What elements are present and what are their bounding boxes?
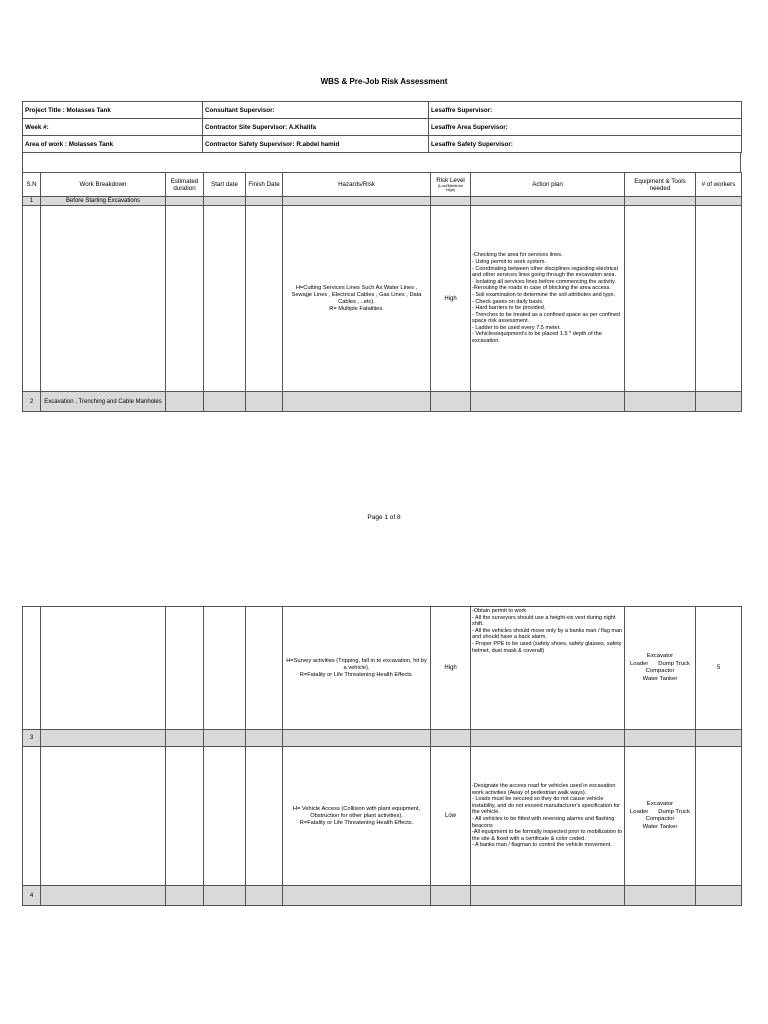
table-header-row bbox=[23, 173, 742, 197]
hazard-cell bbox=[283, 747, 431, 886]
action-plan-cell bbox=[471, 747, 625, 886]
section-2-sn: 2 bbox=[23, 392, 41, 412]
section-row-4 bbox=[23, 886, 742, 906]
table-row bbox=[23, 747, 742, 886]
risk-level-sublabel: (Low/Medium/ High) bbox=[437, 182, 464, 192]
equipment-text: Excavator Loader Dump Truck Compactor Water Tanker bbox=[630, 801, 690, 830]
table-row bbox=[23, 206, 742, 392]
risk-level-label: Risk Level bbox=[436, 176, 465, 184]
hazard-text: H= Vehicle Access (Collision with plant equipment, Obstruction for other plant activities). R=Fatality or Life Threatening Health Effects. bbox=[292, 805, 421, 826]
col-work-breakdown: Work Breakdown bbox=[41, 173, 166, 197]
col-risk-level bbox=[431, 173, 471, 197]
equipment-text: Excavator Loader Dump Truck Compactor Water Tanker bbox=[630, 653, 690, 682]
hazard-cell bbox=[283, 607, 431, 730]
consultant-supervisor: Consultant Supervisor: bbox=[203, 102, 429, 119]
project-info-table bbox=[22, 101, 742, 153]
lesaffre-area-supervisor: Lesaffre Area Supervisor: bbox=[429, 119, 742, 136]
col-estimated-duration: Estimated duration bbox=[166, 173, 204, 197]
action-plan-text: -Obtain permit to work - All the surveyors should use a height-vis vest during night shift. - All the vehicles should move only by a banks man / flag man and should have a back alarm. - Proper PPE to be used (safety shoes, safety glasses, safety helmet, dust mask & coverall) bbox=[472, 608, 623, 654]
section-4-sn: 4 bbox=[23, 886, 41, 906]
contractor-safety-supervisor: Contractor Safety Supervisor: R.abdel hamid bbox=[203, 136, 429, 153]
risk-table-page2 bbox=[22, 606, 742, 906]
col-hazards-risk: Hazards/Risk bbox=[283, 173, 431, 197]
section-2-label: Excavation , Trenching and Cable Manholes bbox=[41, 392, 166, 412]
section-row-1 bbox=[23, 197, 742, 206]
hazard-text: H=Cutting Services Lines Such As Water Lines , Sewage Lines , Electrical Cables , Gas Lines , Data Cables , ..etc). R= Multiple Fatalities. bbox=[291, 284, 422, 312]
section-1-label: Before Starting Excavations bbox=[41, 197, 166, 206]
col-equipment-tools: Equipment & Tools needed bbox=[625, 173, 696, 197]
col-action-plan: Action plan bbox=[471, 173, 625, 197]
info-spacer bbox=[22, 153, 741, 172]
equipment-cell bbox=[625, 607, 696, 730]
risk-level-cell: High bbox=[431, 607, 471, 730]
section-1-sn: 1 bbox=[23, 197, 41, 206]
action-plan-cell bbox=[471, 206, 625, 392]
col-start-date: Start date bbox=[204, 173, 246, 197]
col-sn: S.N bbox=[23, 173, 41, 197]
hazard-cell bbox=[283, 206, 431, 392]
col-workers: # of workers bbox=[696, 173, 742, 197]
lesaffre-safety-supervisor: Lesaffre Safety Supervisor: bbox=[429, 136, 742, 153]
col-finish-date: Finish Date bbox=[246, 173, 283, 197]
contractor-site-supervisor: Contractor Site Supervisor: A.Khalifa bbox=[203, 119, 429, 136]
risk-level-cell: Low bbox=[431, 747, 471, 886]
section-row-2 bbox=[23, 392, 742, 412]
equipment-cell bbox=[625, 747, 696, 886]
action-plan-text: -Designate the access road for vehicles used in excavation work activities (Away of pedestrian walk ways). - Loads must be secured so they do not cause vehicle instability, and do not exceed manufacturer's specification for the vehicle. - All vehicles to be fitted with reversing alarms and flashing beacons -All equipment to be formally inspected prior to mobilization to the site & fixed with a certificate & color coded. - A banks man / flagman to control the vehicle movement. bbox=[472, 783, 623, 849]
page-number: Page 1 of 8 bbox=[367, 514, 401, 521]
project-title: Project Title : Molasses Tank bbox=[23, 102, 203, 119]
risk-level-cell: High bbox=[431, 206, 471, 392]
hazard-text: H=Survey activities (Tripping, fall in to excavation, hit by a vehicle). R=Fatality or Life Threatening Health Effects. bbox=[286, 657, 427, 678]
lesaffre-supervisor: Lesaffre Supervisor: bbox=[429, 102, 742, 119]
workers-cell: 5 bbox=[696, 607, 742, 730]
action-plan-cell bbox=[471, 607, 625, 730]
section-3-sn: 3 bbox=[23, 730, 41, 747]
risk-table-page1 bbox=[22, 172, 742, 412]
action-plan-text: -Checking the area for services lines. - Using permit to work system. - Coordinating between other disciplines regarding electrical and other services lines going through the excavation area. - Isolating all services lines before commencing the activity. -Rerouting the roads in case of blocking the area access. - Soil examination to determine the soil attributes and type. - Check gases on daily basis. - Hard barriers to be provided. - Trenches to be treated as a confined space as per confined space risk assessment. - Ladder to be used every 7.5 meter. - Vehicles/equipment's to be placed 1.5 * depth of the excavation. bbox=[472, 252, 620, 345]
area-of-work: Area of work : Molasses Tank bbox=[23, 136, 203, 153]
table-row bbox=[23, 607, 742, 730]
document-title: WBS & Pre-Job Risk Assessment bbox=[320, 77, 448, 86]
week-number: Week #: bbox=[23, 119, 203, 136]
section-row-3 bbox=[23, 730, 742, 747]
